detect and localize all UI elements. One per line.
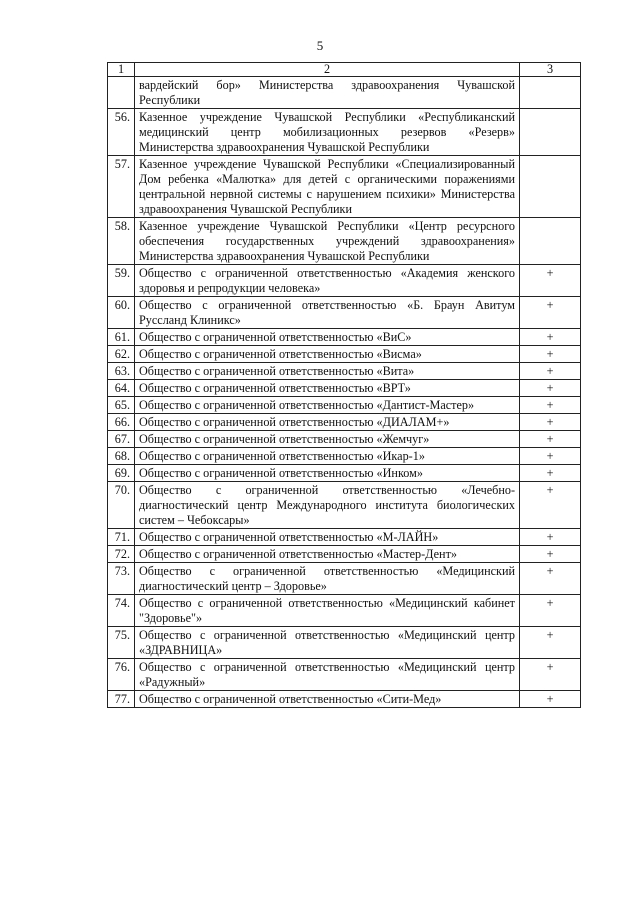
table-row — [108, 265, 581, 297]
table-row — [108, 77, 581, 109]
participation-mark: + — [520, 546, 581, 563]
row-number: 67. — [108, 431, 135, 448]
row-number: 57. — [108, 156, 135, 218]
row-number: 56. — [108, 109, 135, 156]
table-row — [108, 563, 581, 595]
table-row — [108, 595, 581, 627]
row-number — [108, 77, 135, 109]
participation-mark: + — [520, 627, 581, 659]
organization-name: Общество с ограниченной ответственностью «Б. Браун Авитум Руссланд Клиникс» — [135, 297, 520, 329]
table-row — [108, 363, 581, 380]
organization-name: Общество с ограниченной ответственностью «Медицинский кабинет "Здоровье"» — [135, 595, 520, 627]
row-number: 66. — [108, 414, 135, 431]
row-number: 75. — [108, 627, 135, 659]
table-row — [108, 346, 581, 363]
row-number: 71. — [108, 529, 135, 546]
participation-mark: + — [520, 397, 581, 414]
table-row — [108, 448, 581, 465]
organization-name: Общество с ограниченной ответственностью «ВиС» — [135, 329, 520, 346]
organization-name: Общество с ограниченной ответственностью «ВРТ» — [135, 380, 520, 397]
table-row — [108, 414, 581, 431]
organization-name: Общество с ограниченной ответственностью «Инком» — [135, 465, 520, 482]
row-number: 77. — [108, 691, 135, 708]
table-row — [108, 627, 581, 659]
participation-mark: + — [520, 431, 581, 448]
row-number: 64. — [108, 380, 135, 397]
row-number: 61. — [108, 329, 135, 346]
organization-name: Общество с ограниченной ответственностью «М-ЛАЙН» — [135, 529, 520, 546]
row-number: 76. — [108, 659, 135, 691]
table-row — [108, 329, 581, 346]
participation-mark: + — [520, 265, 581, 297]
organization-name: Общество с ограниченной ответственностью «Академия женского здоровья и репродукции человека» — [135, 265, 520, 297]
page-number: 5 — [316, 38, 324, 53]
organization-name: Общество с ограниченной ответственностью «Вита» — [135, 363, 520, 380]
participation-mark: + — [520, 363, 581, 380]
participation-mark: + — [520, 691, 581, 708]
participation-mark — [520, 218, 581, 265]
table-row — [108, 659, 581, 691]
table-row — [108, 482, 581, 529]
organization-name: Казенное учреждение Чувашской Республики «Республиканский медицинский центр мобилизационных резервов «Резерв» Министерства здравоохранения Чувашской Республики — [135, 109, 520, 156]
participation-mark: + — [520, 297, 581, 329]
participation-mark — [520, 109, 581, 156]
organization-name: Общество с ограниченной ответственностью «Икар-1» — [135, 448, 520, 465]
header-col-2: 2 — [135, 63, 520, 77]
organization-name: Общество с ограниченной ответственностью «Жемчуг» — [135, 431, 520, 448]
row-number: 60. — [108, 297, 135, 329]
participation-mark: + — [520, 529, 581, 546]
header-col-1: 1 — [108, 63, 135, 77]
participation-mark: + — [520, 563, 581, 595]
participation-mark: + — [520, 659, 581, 691]
participation-mark: + — [520, 380, 581, 397]
organization-name: Общество с ограниченной ответственностью «Мастер-Дент» — [135, 546, 520, 563]
table-row — [108, 297, 581, 329]
participation-mark: + — [520, 329, 581, 346]
row-number: 74. — [108, 595, 135, 627]
row-number: 72. — [108, 546, 135, 563]
table-row — [108, 546, 581, 563]
row-number: 73. — [108, 563, 135, 595]
table-row — [108, 156, 581, 218]
organization-name: Казенное учреждение Чувашской Республики «Специализированный Дом ребенка «Малютка» для детей с органическими поражениями центральной нервной системы с нарушением психики» Министерства здравоохранения Чувашской Республики — [135, 156, 520, 218]
row-number: 59. — [108, 265, 135, 297]
participation-mark: + — [520, 448, 581, 465]
table-header-row — [108, 63, 581, 77]
table-row — [108, 465, 581, 482]
table-body — [108, 63, 581, 708]
organization-name: Общество с ограниченной ответственностью «ДИАЛАМ+» — [135, 414, 520, 431]
organization-name: Общество с ограниченной ответственностью «Дантист-Мастер» — [135, 397, 520, 414]
header-col-3: 3 — [520, 63, 581, 77]
table-row — [108, 109, 581, 156]
participation-mark — [520, 156, 581, 218]
row-number: 58. — [108, 218, 135, 265]
table-row — [108, 380, 581, 397]
table-row — [108, 397, 581, 414]
participation-mark: + — [520, 346, 581, 363]
row-number: 68. — [108, 448, 135, 465]
organizations-table — [107, 62, 581, 708]
row-number: 62. — [108, 346, 135, 363]
organization-name: Общество с ограниченной ответственностью «Медицинский центр «ЗДРАВНИЦА» — [135, 627, 520, 659]
participation-mark: + — [520, 465, 581, 482]
row-number: 63. — [108, 363, 135, 380]
participation-mark: + — [520, 414, 581, 431]
table-row — [108, 431, 581, 448]
organization-name: вардейский бор» Министерства здравоохранения Чувашской Республики — [135, 77, 520, 109]
organization-name: Казенное учреждение Чувашской Республики «Центр ресурсного обеспечения государственных учреждений здравоохранения» Министерства здравоохранения Чувашской Республики — [135, 218, 520, 265]
row-number: 69. — [108, 465, 135, 482]
table-row — [108, 691, 581, 708]
organization-name: Общество с ограниченной ответственностью «Медицинский диагностический центр – Здоровье» — [135, 563, 520, 595]
organization-name: Общество с ограниченной ответственностью «Медицинский центр «Радужный» — [135, 659, 520, 691]
organization-name: Общество с ограниченной ответственностью «Висма» — [135, 346, 520, 363]
organization-name: Общество с ограниченной ответственностью «Лечебно-диагностический центр Международного института биологических систем – Чебоксары» — [135, 482, 520, 529]
participation-mark: + — [520, 482, 581, 529]
organization-name: Общество с ограниченной ответственностью «Сити-Мед» — [135, 691, 520, 708]
row-number: 65. — [108, 397, 135, 414]
participation-mark — [520, 77, 581, 109]
table-row — [108, 218, 581, 265]
table-row — [108, 529, 581, 546]
participation-mark: + — [520, 595, 581, 627]
row-number: 70. — [108, 482, 135, 529]
